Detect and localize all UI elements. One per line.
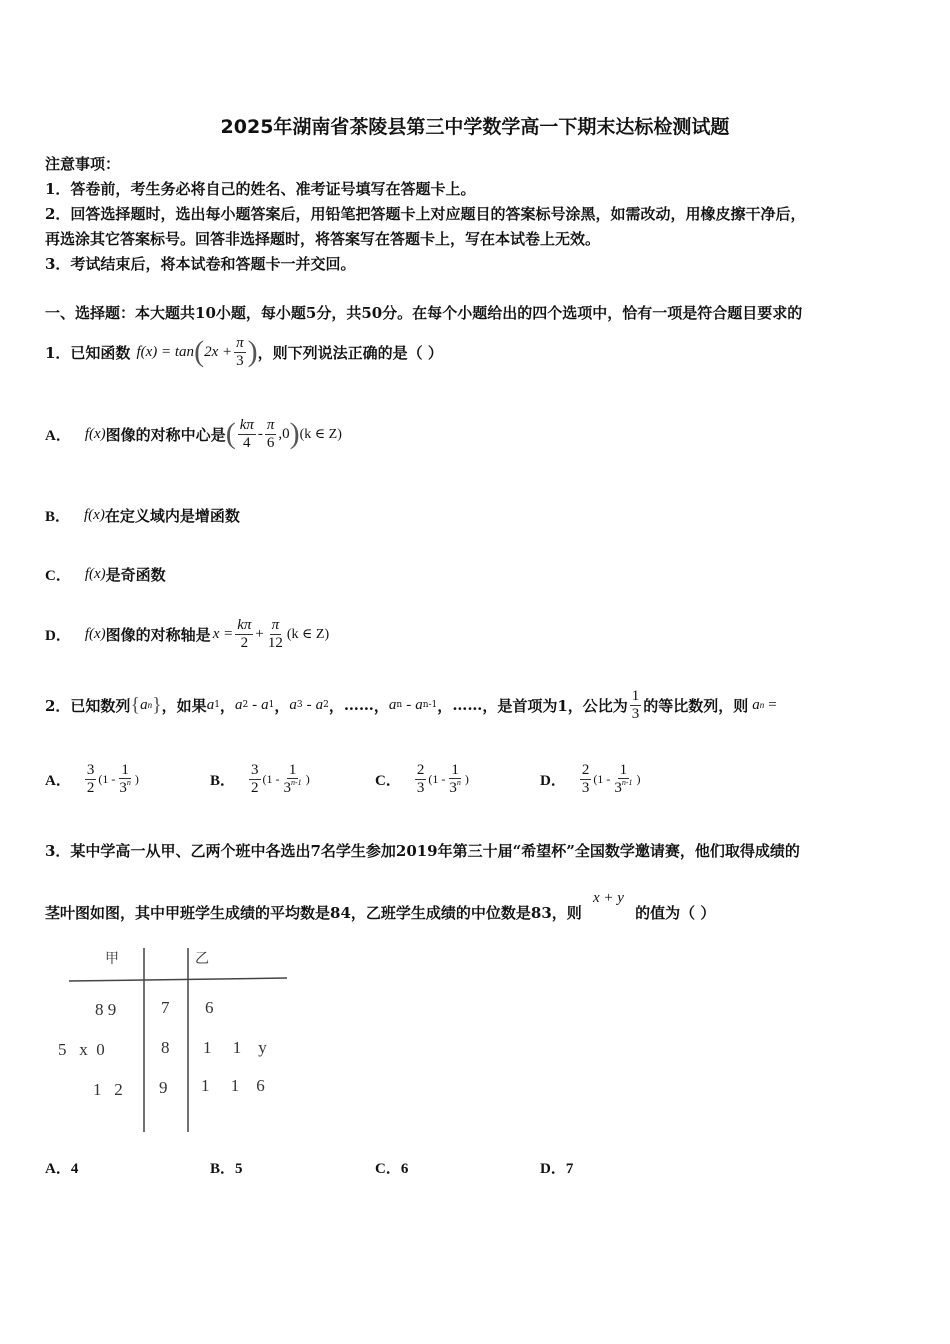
q1-option-d[interactable] <box>45 612 329 656</box>
a2: a <box>315 696 324 713</box>
option-fx: f(x) <box>84 425 106 442</box>
condition: (k ∈ Z) <box>286 626 330 642</box>
option-fx: f(x) <box>84 565 106 582</box>
x-equals: x = <box>212 625 234 642</box>
option-label: D． <box>540 1161 566 1177</box>
close-paren: ) <box>636 771 641 786</box>
fraction: $\frac{2}{3}$ <box>416 762 425 796</box>
stem-leaf-plot <box>55 940 295 1140</box>
fraction: $\frac{1}{3^n}$ <box>119 761 131 796</box>
plus-sign: + <box>255 625 264 642</box>
one-minus: (1 - <box>262 771 280 786</box>
one-minus: (1 - <box>98 771 116 786</box>
option-label: C． <box>375 772 401 789</box>
q1-option-a[interactable]: A． f(x) 图像的对称中心是 ( $\frac{k\pi}{4}$ - $\frac{\pi}{6}$ ,0 ) (k ∈ Z) <box>45 417 342 451</box>
fraction: $\frac{3}{2}$ <box>251 762 259 796</box>
an: a <box>752 696 760 713</box>
option-label: B． <box>210 1161 236 1177</box>
minus-sign: - <box>257 425 263 442</box>
leaf-left: 1 2 <box>93 1080 123 1099</box>
option-label: A． <box>45 427 71 444</box>
fraction: $\frac{2}{3}$ <box>581 762 590 796</box>
a3: a <box>289 696 297 713</box>
notice-item: 3．考试结束后，将本试卷和答题卡一并交回。 <box>45 255 356 273</box>
comma: ， <box>437 696 453 715</box>
option-fx: f(x) <box>84 625 106 642</box>
an: a <box>388 696 397 713</box>
one-minus: (1 - <box>428 771 446 786</box>
option-text: 在定义域内是增函数 <box>104 506 240 525</box>
q3-text: 茎叶图如图，其中甲班学生成绩的平均数是84，乙班学生成绩的中位数是83，则 <box>45 904 582 922</box>
notice-item: 再选涂其它答案标号。回答非选择题时，将答案写在答题卡上，写在本试卷上无效。 <box>45 230 601 248</box>
page-title: 2025年湖南省茶陵县第三中学数学高一下期末达标检测试题 <box>220 116 730 138</box>
option-value: 6 <box>400 1161 409 1177</box>
option-text: 是奇函数 <box>105 565 166 584</box>
fraction: $\frac{\pi}{12}$ <box>267 617 283 651</box>
head-right: 乙 <box>195 951 209 967</box>
q1-option-c[interactable] <box>45 559 166 589</box>
close-paren: ) <box>305 771 310 786</box>
q1-inner: 2x + <box>204 343 233 360</box>
q2-text: ，是首项为1，公比为 <box>482 696 628 715</box>
minus-sign: - <box>252 696 258 713</box>
leaf-left: 5 x 0 <box>58 1040 105 1059</box>
q3-option-a[interactable] <box>45 1157 78 1178</box>
q3-line-1: 3．某中学高一从甲、乙两个班中各选出7名学生参加2019年第三十届“希望杯”全国数学邀请赛，他们取得成绩的 <box>45 842 800 860</box>
one-minus: (1 - <box>593 771 611 786</box>
minus-sign: - <box>406 696 412 713</box>
q2-option-b[interactable] <box>210 756 310 802</box>
option-label: A． <box>45 1161 71 1177</box>
leaf-right: 1 1 y <box>203 1038 267 1057</box>
question-1: 1．已知函数 f(x) = tan ( 2x + $\frac{\pi}{3}$ ) ，则下列说法正确的是（ ） <box>45 335 443 369</box>
fraction: $\frac{3}{2}$ <box>86 762 95 796</box>
an-sub: n <box>759 700 765 710</box>
option-label: D． <box>540 772 566 789</box>
comma: ， <box>274 696 290 715</box>
fraction: $\frac{1}{3^{n-1}}$ <box>283 761 302 796</box>
option-label: B． <box>45 508 71 525</box>
an1: a <box>415 696 423 713</box>
notice-heading: 注意事项： <box>45 155 121 173</box>
ellipsis: …… <box>343 696 374 714</box>
question-2: 2．已知数列 { a n } ，如果 a 1 ， a 2 - a 1 ， a 3 - a 2 ， …… ， a n - a n-1 ， …… ，是首项为1，公比为 $\frac{1}{3}$ 的等比数列，则 a n = <box>45 688 777 722</box>
option-text: 图像的对称中心是 <box>105 425 226 444</box>
comma: ， <box>219 696 235 715</box>
section-heading: 一、选择题：本大题共10小题，每小题5分，共50分。在每个小题给出的四个选项中，恰有一项是符合题目要求的 <box>45 304 803 322</box>
q3-option-c[interactable] <box>375 1157 408 1178</box>
comma: ， <box>373 696 389 715</box>
q3-text: 的值为（ ） <box>635 904 716 922</box>
a1-sub: 1 <box>268 700 275 710</box>
a2-sub: 2 <box>323 700 329 710</box>
q3-line-2 <box>45 890 716 923</box>
q3-option-b[interactable] <box>210 1157 243 1178</box>
q1-fraction: $\frac{\pi}{3}$ <box>236 335 244 369</box>
minus-sign: - <box>306 696 312 713</box>
option-text: 图像的对称轴是 <box>105 625 211 644</box>
option-label: B． <box>210 772 236 789</box>
a1: a <box>206 696 215 713</box>
q1-tail: ，则下列说法正确的是（ ） <box>257 343 443 362</box>
zero: ,0 <box>278 425 290 442</box>
condition: (k ∈ Z) <box>299 426 342 442</box>
option-value: 4 <box>70 1161 79 1177</box>
stem: 8 <box>161 1038 170 1057</box>
stem: 9 <box>159 1078 168 1097</box>
option-value: 5 <box>235 1161 243 1177</box>
option-label: D． <box>45 627 71 644</box>
fraction: $\frac{k\pi}{4}$ <box>239 417 254 451</box>
q2-text: 的等比数列，则 <box>643 696 749 715</box>
a2: a <box>234 696 243 713</box>
option-value: 7 <box>565 1161 574 1177</box>
fraction: $\frac{1}{3^{n-1}}$ <box>614 761 633 796</box>
option-label: C． <box>45 567 71 584</box>
leaf-right: 1 1 6 <box>201 1076 265 1095</box>
q1-option-b[interactable] <box>45 500 240 530</box>
equals: = <box>768 696 777 713</box>
notice-item: 1．答卷前，考生务必将自己的姓名、准考证号填写在答题卡上。 <box>45 180 476 198</box>
a3-sub: 3 <box>296 700 303 710</box>
close-paren: ) <box>134 771 139 786</box>
a2-sub: 2 <box>242 700 249 710</box>
stem: 7 <box>161 998 170 1017</box>
option-label: C． <box>375 1161 401 1177</box>
an-sub: n <box>396 700 403 710</box>
q2-option-a[interactable] <box>45 756 139 802</box>
q2-option-d[interactable] <box>540 756 641 802</box>
an1-sub: n-1 <box>422 700 438 710</box>
q1-function: f(x) = tan <box>136 343 195 360</box>
q2-text: ，如果 <box>161 696 207 715</box>
seq: a <box>140 696 148 713</box>
leaf-right: 6 <box>205 998 214 1017</box>
x-plus-y: x + y <box>593 890 624 906</box>
leaf-left: 8 9 <box>95 1000 117 1019</box>
notice-item: 2．回答选择题时，选出每小题答案后，用铅笔把答题卡上对应题目的答案标号涂黑，如需改动，用橡皮擦干净后， <box>45 205 806 223</box>
q2-number: 2．已知数列 <box>45 696 131 715</box>
ratio: $\frac{1}{3}$ <box>631 688 640 722</box>
option-fx: f(x) <box>84 506 105 523</box>
fraction: $\frac{\pi}{6}$ <box>266 417 275 451</box>
a1-sub: 1 <box>214 700 220 710</box>
a1: a <box>261 696 269 713</box>
q2-option-c[interactable] <box>375 756 469 802</box>
comma: ， <box>328 696 344 715</box>
fraction: $\frac{k\pi}{2}$ <box>237 617 252 651</box>
option-label: A． <box>45 772 71 789</box>
close-paren: ) <box>464 771 469 786</box>
head-left: 甲 <box>105 951 119 967</box>
q3-option-d[interactable] <box>540 1157 573 1178</box>
ellipsis: …… <box>452 696 483 714</box>
fraction: $\frac{1}{3^n}$ <box>449 761 461 796</box>
q1-number: 1．已知函数 <box>45 343 131 362</box>
seq-sub: n <box>147 700 153 710</box>
